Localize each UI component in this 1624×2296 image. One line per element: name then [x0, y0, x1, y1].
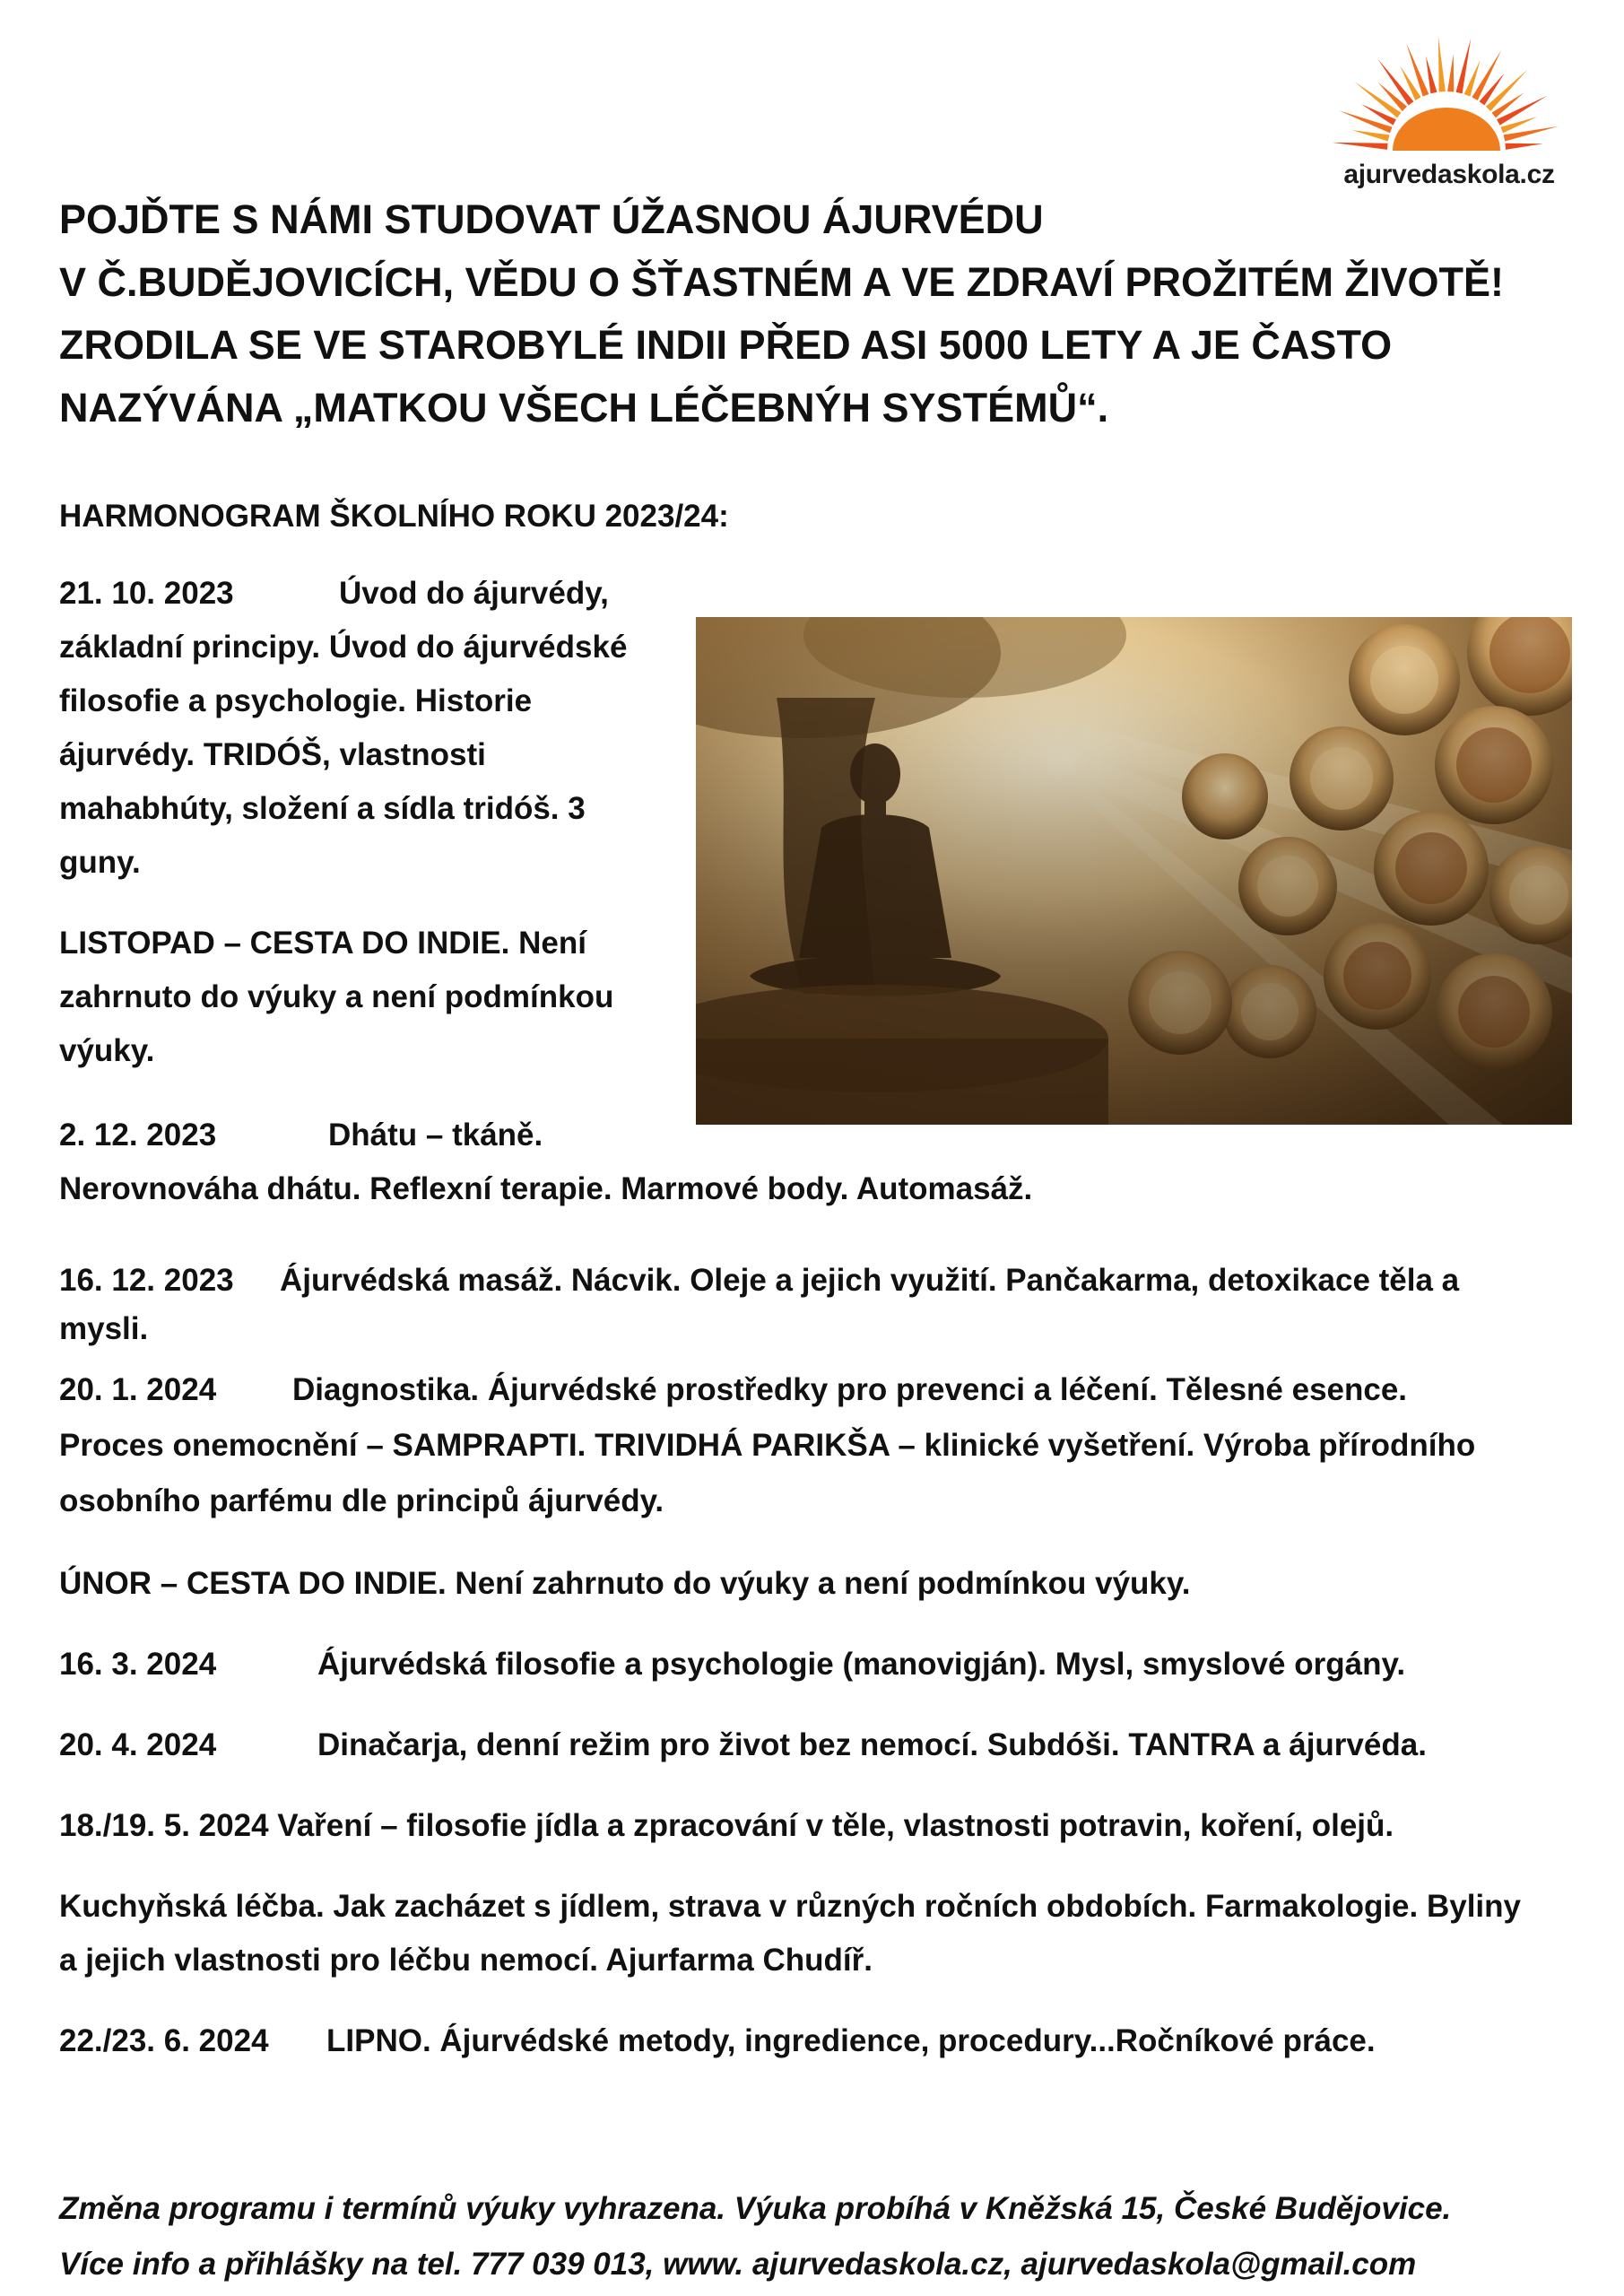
entry-date: 18./19. 5. 2024 — [59, 1808, 269, 1843]
entry-text: Ájurvédská masáž. Nácvik. Oleje a jejich využití. Pančakarma, detoxikace těla a — [280, 1263, 1460, 1298]
ajurvedaskola-logo — [1316, 36, 1576, 193]
sun-ray — [1447, 54, 1454, 91]
schedule-entry-line: LISTOPAD – CESTA DO INDIE. Není — [59, 926, 586, 961]
entry-date: 20. 4. 2024 — [59, 1727, 217, 1762]
entry-date: 16. 12. 2023 — [59, 1263, 234, 1298]
schedule-entry-line: osobního parfému dle principů ájurvédy. — [59, 1483, 664, 1518]
schedule-entry-line — [59, 567, 609, 621]
logo-text: ajurvedaskola.cz — [1343, 160, 1555, 189]
sun-ray — [1472, 50, 1501, 100]
schedule-entry-line: základní principy. Úvod do ájurvédské — [59, 630, 628, 665]
sun-ray — [1426, 57, 1437, 94]
schedule-entry-line: mahabhúty, složení a sídla tridóš. 3 — [59, 791, 586, 826]
heading-line: POJĎTE S NÁMI STUDOVAT ÚŽASNOU ÁJURVÉDU — [59, 196, 1044, 242]
schedule-entry-line — [59, 1363, 1407, 1417]
schedule-entry-line: Nerovnováha dhátu. Reflexní terapie. Marmové body. Automasáž. — [59, 1171, 1033, 1206]
sun-ray — [1506, 144, 1543, 150]
schedule-entry-line — [59, 1718, 1427, 1772]
entry-date: 22./23. 6. 2024 — [59, 2023, 269, 2058]
footer-line: Změna programu i termínů výuky vyhrazena. Výuka probíhá v Kněžská 15, České Budějovice. — [59, 2191, 1452, 2226]
entry-date: 2. 12. 2023 — [59, 1118, 217, 1152]
sun-ray — [1352, 130, 1390, 142]
schedule-entry-line — [59, 2014, 1376, 2068]
main-heading — [59, 188, 1584, 439]
schedule-entry-line: ájurvédy. TRIDÓŠ, vlastnosti — [59, 737, 486, 772]
meditation-ayurveda-photo — [696, 617, 1572, 1125]
sun-ray — [1438, 36, 1446, 91]
footer-line: Více info a přihlášky na tel. 777 039 013, www. ajurvedaskola.cz, ajurvedaskola@gmail.com — [59, 2247, 1417, 2282]
schedule-entry-line: a jejich vlastnosti pro léčbu nemocí. Ajurfarma Chudíř. — [59, 1943, 873, 1978]
entry-text: Úvod do ájurvédy, — [339, 576, 609, 611]
schedule-entry-line: guny. — [59, 845, 141, 880]
schedule-entry-line: ÚNOR – CESTA DO INDIE. Není zahrnuto do výuky a není podmínkou výuky. — [59, 1566, 1191, 1601]
entry-date: 16. 3. 2024 — [59, 1647, 217, 1682]
sun-ray — [1406, 43, 1429, 96]
sunburst-logo-icon — [1316, 36, 1576, 161]
entry-text: Dinačarja, denní režim pro život bez nemocí. Subdóši. TANTRA a ájurvéda. — [317, 1727, 1427, 1762]
heading-line: ZRODILA SE VE STAROBYLÉ INDII PŘED ASI 5000 LETY A JE ČASTO — [59, 322, 1393, 368]
sun-ray — [1480, 74, 1505, 106]
sun-ray — [1378, 83, 1407, 111]
schedule-entry-line: zahrnuto do výuky a není podmínkou — [59, 979, 614, 1014]
schedule-entry-line: Proces onemocnění – SAMPRAPTI. TRIVIDHÁ PARIKŠA – klinické vyšetření. Výroba přírodního — [59, 1428, 1476, 1463]
entry-text: LIPNO. Ájurvédské metody, ingredience, procedury...Ročníkové práce. — [326, 2023, 1376, 2058]
sun-ray — [1339, 110, 1392, 133]
entry-text: Diagnostika. Ájurvédské prostředky pro prevenci a léčení. Tělesné esence. — [292, 1372, 1408, 1407]
schedule-entry-line: Kuchyňská léčba. Jak zacházet s jídlem, strava v různých ročních obdobích. Farmakologie. Byliny — [59, 1889, 1521, 1924]
entry-text: Vaření – filosofie jídla a zpracování v těle, vlastnosti potravin, koření, olejů. — [277, 1808, 1394, 1843]
entry-date: 20. 1. 2024 — [59, 1372, 217, 1407]
schedule-entry-line — [59, 1638, 1405, 1692]
heading-line: NAZÝVÁNA „MATKOU VŠECH LÉČEBNÝH SYSTÉMŮ“. — [59, 385, 1109, 430]
schedule-entry-line: filosofie a psychologie. Historie — [59, 683, 533, 718]
schedule-entry-line: mysli. — [59, 1311, 149, 1346]
sun-ray — [1492, 92, 1524, 117]
entry-date: 21. 10. 2023 — [59, 576, 234, 611]
entry-text: Dhátu – tkáně. — [328, 1118, 543, 1152]
harmonogram-title: HARMONOGRAM ŠKOLNÍHO ROKU 2023/24: — [59, 499, 729, 534]
heading-line: V Č.BUDĚJOVICÍCH, VĚDU O ŠŤASTNÉM A VE ZDRAVÍ PROŽITÉM ŽIVOTĚ! — [59, 259, 1504, 305]
footer-note — [59, 2181, 1451, 2292]
entry-text: Ájurvédská filosofie a psychologie (manovigján). Mysl, smyslové orgány. — [317, 1647, 1406, 1682]
sun-ray — [1332, 143, 1387, 150]
schedule-entry-line: výuky. — [59, 1033, 155, 1068]
schedule-entry-line — [59, 1799, 1394, 1853]
sun-ray — [1497, 96, 1547, 126]
schedule-entry-line — [59, 1109, 543, 1162]
schedule-entry-line — [59, 1254, 1459, 1308]
